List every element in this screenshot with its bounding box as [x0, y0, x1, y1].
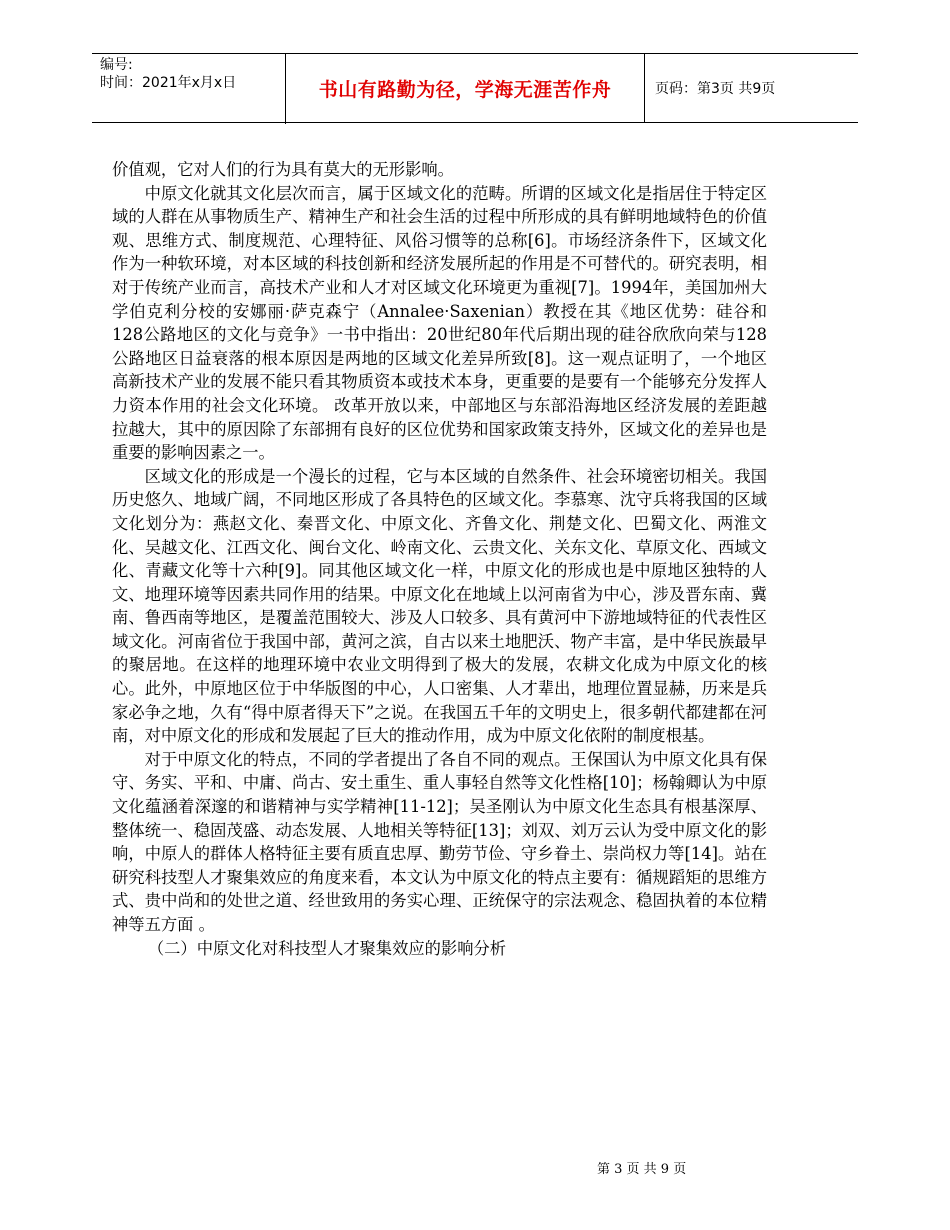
document-time: 时间：2021年x月x日 — [100, 75, 237, 91]
paragraph: 中原文化就其文化层次而言，属于区域文化的范畴。所谓的区域文化是指居住于特定区域的人群在从事物质生产、精神生产和社会生活的过程中所形成的具有鲜明地域特色的价值观、思维方式、制度规范、心理特征、风俗习惯等的总称[6]。市场经济条件下，区域文化作为一种软环境，对本区域的科技创新和经济发展所起的作用是不可替代的。研究表明，相对于传统产业而言，高技术产业和人才对区域文化环境更为重视[7]。1994年，美国加州大学伯克利分校的安娜丽·萨克森宁（Annalee·Saxenian）教授在其《地区优势：硅谷和128公路地区的文化与竞争》一书中指出：20世纪80年代后期出现的硅谷欣欣向荣与128公路地区日益衰落的根本原因是两地的区域文化差异所致[8]。这一观点证明了，一个地区高新技术产业的发展不能只看其物质资本或技术本身，更重要的是要有一个能够充分发挥人力资本作用的社会文化环境。 改革开放以来，中部地区与东部沿海地区经济发展的差距越拉越大，其中的原因除了东部拥有良好的区位优势和国家政策支持外，区域文化的差异也是重要的影响因素之一。 — [112, 183, 767, 463]
document-body — [112, 158, 767, 960]
paragraph: 区域文化的形成是一个漫长的过程，它与本区域的自然条件、社会环境密切相关。我国历史悠久、地域广阔，不同地区形成了各具特色的区域文化。李慕寒、沈守兵将我国的区域文化划分为：燕赵文化、秦晋文化、中原文化、齐鲁文化、荆楚文化、巴蜀文化、两淮文化、吴越文化、江西文化、闽台文化、岭南文化、云贵文化、关东文化、草原文化、西域文化、青藏文化等十六种[9]。同其他区域文化一样，中原文化的形成也是中原地区独特的人文、地理环境等因素共同作用的结果。中原文化在地域上以河南省为中心，涉及晋东南、冀南、鲁西南等地区，是覆盖范围较大、涉及人口较多、具有黄河中下游地域特征的代表性区域文化。河南省位于我国中部，黄河之滨，自古以来土地肥沃、物产丰富，是中华民族最早的聚居地。在这样的地理环境中农业文明得到了极大的发展，农耕文化成为中原文化的核心。此外，中原地区位于中华版图的中心，人口密集、人才辈出，地理位置显赫，历来是兵家必争之地，久有“得中原者得天下”之说。在我国五千年的文明史上，很多朝代都建都在河南，对中原文化的形成和发展起了巨大的推动作用，成为中原文化依附的制度根基。 — [112, 466, 767, 746]
page-footer: 第 3 页 共 9 页 — [597, 1162, 687, 1177]
header-meta — [92, 54, 286, 124]
paragraph-continuation: 价值观，它对人们的行为具有莫大的无形影响。 — [112, 160, 454, 179]
document-number-label: 编号: — [100, 57, 133, 73]
section-subheading: （二）中原文化对科技型人才聚集效应的影响分析 — [147, 938, 507, 958]
header-motto: 书山有路勤为径，学海无涯苦作舟 — [286, 54, 645, 122]
paragraph: 对于中原文化的特点，不同的学者提出了各自不同的观点。王保国认为中原文化具有保守、务实、平和、中庸、尚古、安土重生、重人事轻自然等文化性格[10]；杨翰卿认为中原文化蕴涵着深邃的和谐精神与实学精神[11-12]；吴圣刚认为中原文化生态具有根基深厚、整体统一、稳固茂盛、动态发展、人地相关等特征[13]；刘双、刘万云认为受中原文化的影响，中原人的群体人格特征主要有质直忠厚、勤劳节俭、守乡眷土、崇尚权力等[14]。站在研究科技型人才聚集效应的角度来看，本文认为中原文化的特点主要有：循规蹈矩的思维方式、贵中尚和的处世之道、经世致用的务实心理、正统保守的宗法观念、稳固执着的本位精神等五方面 。 — [112, 749, 767, 934]
header-page-info: 页码：第3页 共9页 — [655, 81, 776, 97]
page-header — [92, 53, 858, 123]
